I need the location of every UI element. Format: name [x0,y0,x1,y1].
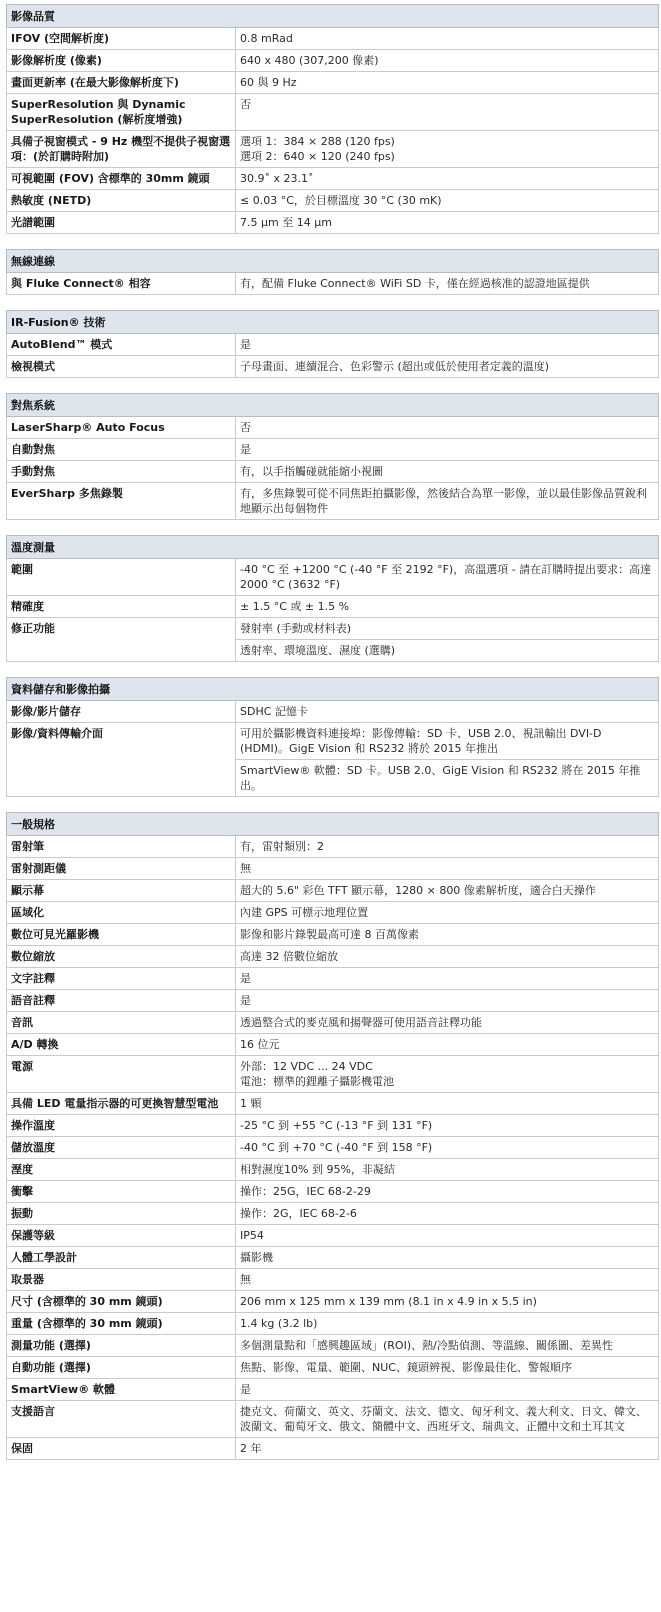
spec-label: 精確度 [7,596,236,618]
spec-value: 選項 1：384 × 288 (120 fps) 選項 2：640 × 120 (240 fps) [236,131,659,168]
spec-row [7,1115,659,1137]
section-title: 無線連線 [7,250,659,273]
spec-value: ± 1.5 °C 或 ± 1.5 % [236,596,659,618]
spec-row [7,1225,659,1247]
spec-row [7,1357,659,1379]
spec-value: 攝影機 [236,1247,659,1269]
spec-row [7,1181,659,1203]
spec-label: 重量 (含標準的 30 mm 鏡頭) [7,1313,236,1335]
spec-label: 自動功能 (選擇) [7,1357,236,1379]
spec-row [7,212,659,234]
spec-value: 7.5 μm 至 14 μm [236,212,659,234]
section-header-row [7,536,659,559]
spec-value: 是 [236,968,659,990]
spec-row [7,273,659,295]
spec-label: 修正功能 [7,618,236,662]
spec-row [7,94,659,131]
spec-section-table [6,310,659,378]
spec-label: 具備 LED 電量指示器的可更換智慧型電池 [7,1093,236,1115]
spec-label: 人體工學設計 [7,1247,236,1269]
spec-value: 影像和影片錄製最高可達 8 百萬像素 [236,924,659,946]
spec-row [7,190,659,212]
spec-section-table [6,812,659,1460]
spec-label: 影像/資料傳輸介面 [7,723,236,797]
spec-label: 支援語言 [7,1401,236,1438]
spec-value: 是 [236,990,659,1012]
spec-row [7,1203,659,1225]
spec-value: 無 [236,858,659,880]
spec-value: 1.4 kg (3.2 lb) [236,1313,659,1335]
section-title: 溫度測量 [7,536,659,559]
spec-value: -40 °C 至 +1200 °C (-40 °F 至 2192 °F)，高溫選項 - 請在訂購時提出要求：高達 2000 °C (3632 °F) [236,559,659,596]
spec-value: 透射率、環境溫度、濕度 (選購) [236,640,659,662]
spec-label: 尺寸 (含標準的 30 mm 鏡頭) [7,1291,236,1313]
spec-value: 子母畫面、連續混合、色彩警示 (超出或低於使用者定義的溫度) [236,356,659,378]
spec-value: 否 [236,417,659,439]
spec-label: 文字註釋 [7,968,236,990]
spec-row [7,902,659,924]
spec-label: SuperResolution 與 Dynamic SuperResolution (解析度增強) [7,94,236,131]
spec-label: 可視範圍 (FOV) 含標準的 30mm 鏡頭 [7,168,236,190]
spec-label: 測量功能 (選擇) [7,1335,236,1357]
spec-row [7,1269,659,1291]
spec-label: IFOV (空間解析度) [7,28,236,50]
spec-value: 相對濕度10% 到 95%，非凝結 [236,1159,659,1181]
spec-row [7,168,659,190]
spec-value: 高達 32 倍數位縮放 [236,946,659,968]
spec-label: 數位縮放 [7,946,236,968]
spec-label: 顯示幕 [7,880,236,902]
spec-value: 有，以手指觸碰就能縮小視圖 [236,461,659,483]
spec-value: 是 [236,1379,659,1401]
spec-value: SmartView® 軟體：SD 卡。USB 2.0、GigE Vision 和 RS232 將在 2015 年推出。 [236,760,659,797]
spec-label: EverSharp 多焦錄製 [7,483,236,520]
spec-value: 捷克文、荷蘭文、英文、芬蘭文、法文、德文、匈牙利文、義大利文、日文、韓文、波蘭文、葡萄牙文、俄文、簡體中文、西班牙文、瑞典文、正體中文和土耳其文 [236,1401,659,1438]
spec-label: 取景器 [7,1269,236,1291]
spec-row [7,1056,659,1093]
spec-label: 畫面更新率 (在最大影像解析度下) [7,72,236,94]
spec-row [7,1012,659,1034]
spec-value: 2 年 [236,1438,659,1460]
section-header-row [7,250,659,273]
spec-value: 操作：2G，IEC 68-2-6 [236,1203,659,1225]
spec-value: -40 °C 到 +70 °C (-40 °F 到 158 °F) [236,1137,659,1159]
spec-row [7,723,659,760]
spec-row [7,990,659,1012]
spec-row [7,439,659,461]
spec-value: 是 [236,439,659,461]
spec-label: 自動對焦 [7,439,236,461]
spec-label: 雷射筆 [7,836,236,858]
spec-value: 外部：12 VDC ... 24 VDC 電池：標準的鋰離子攝影機電池 [236,1056,659,1093]
spec-row [7,596,659,618]
spec-row [7,1093,659,1115]
spec-row [7,1291,659,1313]
spec-value: 30.9˚ x 23.1˚ [236,168,659,190]
spec-label: 音訊 [7,1012,236,1034]
spec-value: 否 [236,94,659,131]
spec-value: 可用於攝影機資料連接埠：影像傳輸：SD 卡、USB 2.0、視訊輸出 DVI-D (HDMI)。GigE Vision 和 RS232 將於 2015 年推出 [236,723,659,760]
spec-label: 影像/影片儲存 [7,701,236,723]
section-title: 一般規格 [7,813,659,836]
spec-row [7,836,659,858]
spec-row [7,72,659,94]
spec-section-table [6,535,659,662]
spec-row [7,461,659,483]
spec-label: 影像解析度 (像素) [7,50,236,72]
spec-label: 雷射測距儀 [7,858,236,880]
spec-label: 電源 [7,1056,236,1093]
spec-row [7,946,659,968]
spec-label: 保護等級 [7,1225,236,1247]
spec-section-table [6,249,659,295]
spec-row [7,1313,659,1335]
spec-value: 60 與 9 Hz [236,72,659,94]
spec-value: 是 [236,334,659,356]
spec-value: 1 顆 [236,1093,659,1115]
spec-label: AutoBlend™ 模式 [7,334,236,356]
spec-value: 0.8 mRad [236,28,659,50]
spec-row [7,356,659,378]
spec-label: 光譜範圍 [7,212,236,234]
spec-value: 操作：25G，IEC 68-2-29 [236,1181,659,1203]
spec-row [7,417,659,439]
spec-row [7,1401,659,1438]
spec-label: 手動對焦 [7,461,236,483]
section-header-row [7,311,659,334]
spec-label: SmartView® 軟體 [7,1379,236,1401]
spec-row [7,618,659,640]
spec-row [7,334,659,356]
spec-row [7,1137,659,1159]
section-title: IR-Fusion® 技術 [7,311,659,334]
section-title: 影像品質 [7,5,659,28]
spec-value: -25 °C 到 +55 °C (-13 °F 到 131 °F) [236,1115,659,1137]
spec-row [7,28,659,50]
spec-label: 振動 [7,1203,236,1225]
spec-value: 640 x 480 (307,200 像素) [236,50,659,72]
spec-value: 發射率 (手動或材料表) [236,618,659,640]
spec-row [7,1034,659,1056]
section-header-row [7,678,659,701]
spec-label: 數位可見光羅影機 [7,924,236,946]
spec-row [7,968,659,990]
spec-label: 檢視模式 [7,356,236,378]
spec-row [7,559,659,596]
spec-value: 內建 GPS 可標示地理位置 [236,902,659,924]
spec-label: 範圍 [7,559,236,596]
spec-value: 有，多焦錄製可從不同焦距拍攝影像，然後結合為單一影像，並以最佳影像品質銳利地顯示出每個物件 [236,483,659,520]
spec-value: 16 位元 [236,1034,659,1056]
spec-row [7,1247,659,1269]
spec-row [7,1335,659,1357]
spec-value: 焦點、影像、電量、範圍、NUC、鏡頭辨視、影像最佳化、警報順序 [236,1357,659,1379]
spec-row [7,880,659,902]
spec-section-table [6,393,659,520]
spec-row [7,1379,659,1401]
spec-value: SDHC 記憶卡 [236,701,659,723]
spec-value: 206 mm x 125 mm x 139 mm (8.1 in x 4.9 in x 5.5 in) [236,1291,659,1313]
spec-row [7,924,659,946]
spec-value: 有，雷射類別：2 [236,836,659,858]
spec-row [7,131,659,168]
spec-row [7,50,659,72]
spec-value: 超大的 5.6" 彩色 TFT 顯示幕，1280 × 800 像素解析度，適合白天操作 [236,880,659,902]
spec-label: 語音註釋 [7,990,236,1012]
spec-section-table [6,4,659,234]
spec-row [7,858,659,880]
spec-row [7,1159,659,1181]
spec-value: 多個測量點和「感興趣區域」(ROI)、熱/冷點偵測、等溫線、關係圖、差異性 [236,1335,659,1357]
spec-label: 熱敏度 (NETD) [7,190,236,212]
spec-label: 操作溫度 [7,1115,236,1137]
spec-value: IP54 [236,1225,659,1247]
section-header-row [7,394,659,417]
spec-value: ≤ 0.03 °C，於目標溫度 30 °C (30 mK) [236,190,659,212]
spec-label: 具備子視窗模式 - 9 Hz 機型不提供子視窗選項：(於訂購時附加) [7,131,236,168]
spec-label: 與 Fluke Connect® 相容 [7,273,236,295]
spec-label: A/D 轉換 [7,1034,236,1056]
spec-row [7,483,659,520]
spec-section-table [6,677,659,797]
spec-value: 透過整合式的麥克風和揚聲器可使用語音註釋功能 [236,1012,659,1034]
spec-label: 儲放溫度 [7,1137,236,1159]
spec-value: 無 [236,1269,659,1291]
section-header-row [7,813,659,836]
spec-row [7,1438,659,1460]
spec-row [7,701,659,723]
spec-label: 保固 [7,1438,236,1460]
section-title: 資料儲存和影像拍攝 [7,678,659,701]
spec-label: 區域化 [7,902,236,924]
spec-label: 衝擊 [7,1181,236,1203]
spec-label: LaserSharp® Auto Focus [7,417,236,439]
spec-value: 有，配備 Fluke Connect® WiFi SD 卡，僅在經過核准的認證地區提供 [236,273,659,295]
spec-label: 溼度 [7,1159,236,1181]
section-header-row [7,5,659,28]
section-title: 對焦系統 [7,394,659,417]
